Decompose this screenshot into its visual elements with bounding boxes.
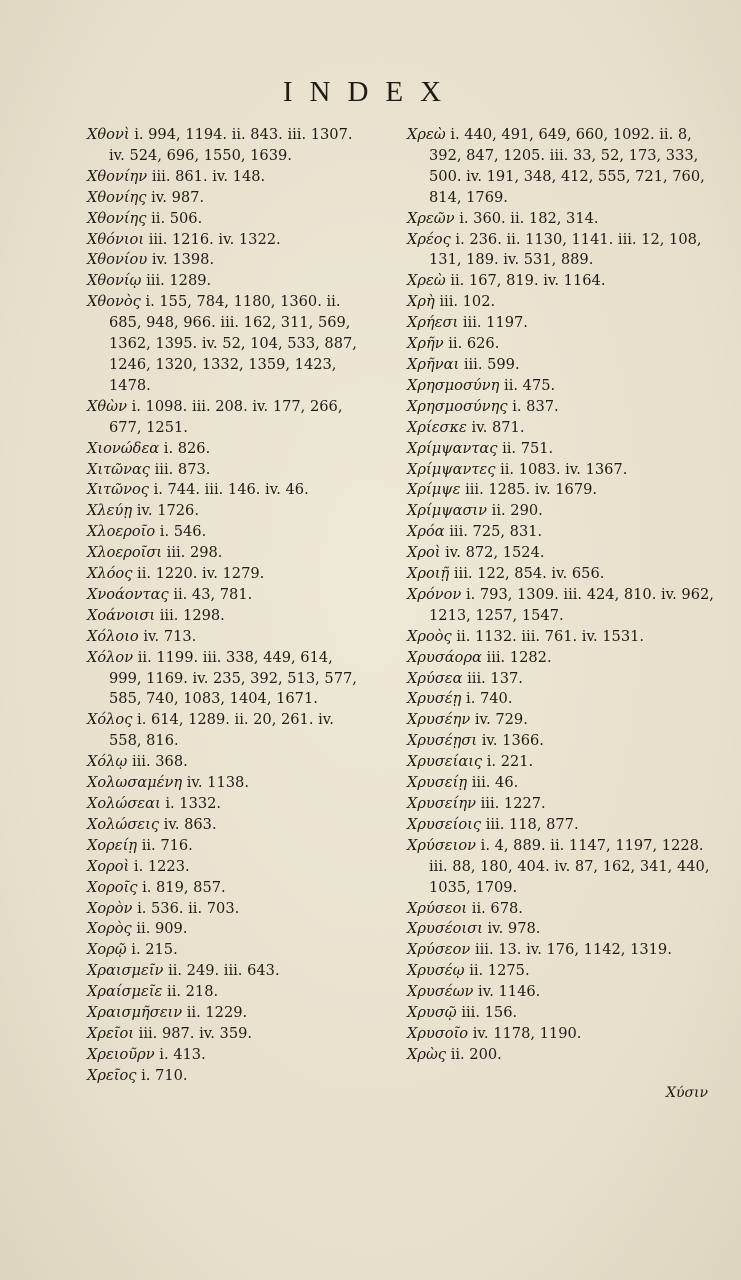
entry-references: ii. 1199. iii. 338, 449, 614, 999, 1169. iv. 235, 392, 513, 577, 585, 740, 1083, 1404, 1671. xyxy=(109,648,357,708)
index-entry xyxy=(87,522,369,543)
entry-references: i. 793, 1309. iii. 424, 810. iv. 962, 1213, 1257, 1547. xyxy=(429,585,714,624)
entry-references: i. 215. xyxy=(131,941,178,959)
entry-references: ii. 249. iii. 643. xyxy=(168,962,280,980)
entry-references: i. 1098. iii. 208. iv. 177, 266, 677, 1251. xyxy=(109,397,343,436)
index-entry xyxy=(87,961,369,982)
entry-references: i. 546. xyxy=(159,523,207,541)
entry-headword: Χοροῖς xyxy=(87,878,138,896)
entry-references: i. 360. ii. 182, 314. xyxy=(459,209,599,227)
entry-headword: Χθονίης xyxy=(87,188,147,206)
entry-references: iii. 1289. xyxy=(146,272,212,290)
entry-headword: Χθὼν xyxy=(87,397,127,415)
index-entry xyxy=(407,1003,715,1024)
entry-headword: Χολώσεις xyxy=(87,815,160,833)
index-entry xyxy=(407,460,715,481)
entry-headword: Χρύσειον xyxy=(407,836,477,854)
index-entry xyxy=(87,627,369,648)
entry-headword: Χρίμψαντες xyxy=(407,460,496,478)
index-entry xyxy=(407,355,715,376)
entry-headword: Χρὴ xyxy=(407,293,435,311)
index-entry xyxy=(87,543,369,564)
entry-references: iv. 1178, 1190. xyxy=(472,1024,582,1042)
entry-references: ii. 167, 819. iv. 1164. xyxy=(450,272,606,290)
entry-references: iv. 1398. xyxy=(151,251,215,269)
entry-headword: Χολωσαμένη xyxy=(87,774,183,792)
entry-references: ii. 218. xyxy=(167,983,219,1001)
entry-headword: Χροιῇ xyxy=(407,565,450,583)
entry-references: iii. 102. xyxy=(439,293,496,311)
entry-headword: Χθονίῳ xyxy=(87,272,142,290)
entry-headword: Χρέος xyxy=(407,230,451,248)
entry-headword: Χλοεροῖσι xyxy=(87,544,163,562)
index-entry xyxy=(87,982,369,1003)
index-entry xyxy=(87,815,369,836)
entry-headword: Χορὸν xyxy=(87,899,133,917)
entry-headword: Χορῷ xyxy=(87,941,127,959)
index-entry xyxy=(407,1024,715,1045)
entry-headword: Χρυσείοις xyxy=(407,815,482,833)
entry-references: iii. 1216. iv. 1322. xyxy=(148,230,281,248)
entry-references: iv. 872, 1524. xyxy=(445,544,545,562)
entry-headword: Χρεῖος xyxy=(87,1066,137,1084)
entry-headword: Χρυσέῃ xyxy=(407,690,462,708)
index-entry xyxy=(407,125,715,209)
entry-references: ii. 626. xyxy=(448,335,500,353)
entry-headword: Χραισμεῖν xyxy=(87,962,164,980)
index-entry xyxy=(87,899,369,920)
entry-references: ii. 678. xyxy=(471,899,523,917)
entry-references: iii. 599. xyxy=(463,355,520,373)
entry-headword: Χρεὼ xyxy=(407,126,446,143)
entry-headword: Χθονὶ xyxy=(87,126,130,143)
entry-references: ii. 909. xyxy=(136,920,188,938)
entry-references: iii. 725, 831. xyxy=(449,523,543,541)
entry-references: ii. 290. xyxy=(491,502,543,520)
entry-references: iv. 987. xyxy=(151,188,205,206)
index-entry xyxy=(407,752,715,773)
entry-headword: Χρύσεα xyxy=(407,669,463,687)
entry-references: iii. 1197. xyxy=(462,314,528,332)
entry-references: ii. 716. xyxy=(141,836,193,854)
entry-references: i. 994, 1194. ii. 843. iii. 1307. iv. 524, 696, 1550, 1639. xyxy=(109,126,353,164)
index-entry xyxy=(407,543,715,564)
entry-references: iii. 861. iv. 148. xyxy=(151,167,266,185)
entry-references: ii. 1229. xyxy=(186,1004,248,1022)
entry-headword: Χοάνοισι xyxy=(87,606,156,624)
index-entry xyxy=(87,585,369,606)
entry-references: iii. 1298. xyxy=(159,606,225,624)
entry-references: ii. 506. xyxy=(151,209,203,227)
index-entry xyxy=(87,460,369,481)
entry-headword: Χρεὼ xyxy=(407,272,446,290)
entry-headword: Χλεύῃ xyxy=(87,502,133,520)
entry-references: iii. 987. iv. 359. xyxy=(138,1024,253,1042)
entry-headword: Χρόνον xyxy=(407,585,462,603)
index-entry xyxy=(87,397,369,439)
entry-headword: Χρίεσκε xyxy=(407,418,467,436)
entry-references: i. 1332. xyxy=(165,795,222,812)
entry-headword: Χρύσεοι xyxy=(407,899,468,917)
entry-headword: Χιτῶνος xyxy=(87,481,149,499)
entry-headword: Χορὸς xyxy=(87,920,132,938)
entry-headword: Χθονίην xyxy=(87,167,148,185)
index-entry xyxy=(87,271,369,292)
entry-references: i. 221. xyxy=(486,753,534,771)
index-entry xyxy=(87,439,369,460)
index-entry xyxy=(407,209,715,230)
entry-headword: Χθονίης xyxy=(87,209,147,227)
entry-headword: Χρειοῦρν xyxy=(87,1045,155,1063)
entry-headword: Χρύσεον xyxy=(407,941,471,959)
entry-headword: Χρίμψασιν xyxy=(407,502,488,520)
index-entry xyxy=(407,773,715,794)
index-entry xyxy=(407,334,715,355)
entry-headword: Χρυσάορα xyxy=(407,648,482,666)
index-entry xyxy=(87,919,369,940)
index-entry xyxy=(87,292,369,397)
index-entry xyxy=(87,878,369,899)
index-entry xyxy=(87,1045,369,1066)
entry-references: iv. 1726. xyxy=(136,502,199,520)
entry-references: i. 837. xyxy=(512,397,559,415)
entry-headword: Χραίσμεῖε xyxy=(87,983,163,1001)
index-entry xyxy=(407,961,715,982)
entry-references: i. 4, 889. ii. 1147, 1197, 1228. iii. 88, 180, 404. iv. 87, 162, 341, 440, 1035, 1709. xyxy=(429,836,710,896)
index-entry xyxy=(87,710,369,752)
index-entry xyxy=(407,919,715,940)
index-column-left xyxy=(87,125,369,1087)
entry-references: iv. 1138. xyxy=(186,774,249,792)
index-entry xyxy=(407,397,715,418)
entry-references: iii. 298. xyxy=(166,544,223,562)
entry-references: iii. 118, 877. xyxy=(485,815,579,833)
entry-headword: Χρυσέοισι xyxy=(407,920,483,938)
entry-headword: Χρησμοσύνη xyxy=(407,376,500,394)
entry-references: i. 536. ii. 703. xyxy=(137,899,240,917)
entry-headword: Χρῆναι xyxy=(407,355,460,373)
index-entry xyxy=(87,1003,369,1024)
entry-references: iii. 156. xyxy=(461,1004,518,1022)
index-entry xyxy=(407,689,715,710)
index-entry xyxy=(87,167,369,188)
index-entry xyxy=(87,648,369,711)
index-entry xyxy=(407,669,715,690)
entry-headword: Χρυσέῳ xyxy=(407,962,465,980)
entry-headword: Χθονὸς xyxy=(87,293,141,311)
entry-headword: Χρυσείῃ xyxy=(407,774,468,792)
entry-references: iii. 873. xyxy=(154,460,211,478)
entry-headword: Χρυσέων xyxy=(407,983,474,1001)
index-entry xyxy=(87,940,369,961)
entry-references: i. 819, 857. xyxy=(142,878,226,896)
entry-headword: Χιονώδεα xyxy=(87,439,160,457)
index-entry xyxy=(87,209,369,230)
index-entry xyxy=(407,522,715,543)
entry-references: i. 740. xyxy=(466,690,513,708)
entry-references: iii. 13. iv. 176, 1142, 1319. xyxy=(474,941,672,959)
entry-headword: Χρεῶν xyxy=(407,209,455,227)
entry-references: iii. 1285. iv. 1679. xyxy=(465,481,598,499)
entry-headword: Χθόνιοι xyxy=(87,230,145,248)
index-entry xyxy=(87,188,369,209)
index-entry xyxy=(407,585,715,627)
index-entry xyxy=(87,480,369,501)
entry-headword: Χοροὶ xyxy=(87,857,130,875)
entry-headword: Χλόος xyxy=(87,565,133,583)
entry-references: ii. 1220. iv. 1279. xyxy=(137,565,265,583)
index-entry xyxy=(87,501,369,522)
entry-references: ii. 751. xyxy=(502,439,554,457)
index-entry xyxy=(407,230,715,272)
entry-headword: Χόλοιο xyxy=(87,627,139,645)
index-column-right xyxy=(407,125,715,1066)
index-entry xyxy=(87,1066,369,1087)
entry-headword: Χρεῖοι xyxy=(87,1024,135,1042)
entry-references: i. 413. xyxy=(159,1045,206,1063)
index-entry xyxy=(87,606,369,627)
catchword: Χύσιν xyxy=(666,1085,709,1101)
entry-headword: Χρίμψε xyxy=(407,481,461,499)
entry-headword: Χιτῶνας xyxy=(87,460,150,478)
entry-headword: Χρίμψαντας xyxy=(407,439,498,457)
entry-references: i. 710. xyxy=(141,1066,188,1084)
entry-references: iv. 1366. xyxy=(481,732,544,750)
entry-references: ii. 1083. iv. 1367. xyxy=(500,460,628,478)
entry-references: iv. 863. xyxy=(163,815,217,833)
entry-headword: Χολώσεαι xyxy=(87,795,161,812)
entry-references: iii. 137. xyxy=(467,669,523,687)
entry-references: i. 826. xyxy=(163,439,211,457)
index-entry xyxy=(407,627,715,648)
entry-headword: Χροὶ xyxy=(407,544,441,562)
index-entry xyxy=(407,418,715,439)
entry-references: iii. 368. xyxy=(131,753,188,771)
entry-headword: Χρυσέην xyxy=(407,711,471,729)
entry-headword: Χόλον xyxy=(87,648,134,666)
entry-references: i. 236. ii. 1130, 1141. iii. 12, 108, 131, 189. iv. 531, 889. xyxy=(429,230,702,269)
index-entry xyxy=(407,794,715,815)
index-entry xyxy=(407,313,715,334)
entry-headword: Χρήεσι xyxy=(407,314,459,332)
index-entry xyxy=(87,752,369,773)
page-header: INDEX xyxy=(282,76,459,108)
index-entry xyxy=(87,250,369,271)
entry-references: i. 1223. xyxy=(133,857,190,875)
index-entry xyxy=(87,794,369,815)
entry-references: iii. 122, 854. iv. 656. xyxy=(453,565,605,583)
index-entry xyxy=(407,836,715,899)
index-entry xyxy=(87,230,369,251)
entry-references: i. 744. iii. 146. iv. 46. xyxy=(153,481,309,499)
entry-headword: Χρόα xyxy=(407,523,445,541)
entry-references: ii. 475. xyxy=(504,376,556,394)
entry-headword: Χθονίου xyxy=(87,251,148,269)
index-entry xyxy=(407,480,715,501)
index-entry xyxy=(87,857,369,878)
entry-references: ii. 1275. xyxy=(469,962,530,980)
entry-headword: Χρῆν xyxy=(407,335,444,353)
entry-references: iv. 713. xyxy=(143,627,197,645)
index-entry xyxy=(407,648,715,669)
index-entry xyxy=(407,710,715,731)
entry-references: ii. 43, 781. xyxy=(173,585,253,603)
index-entry xyxy=(87,836,369,857)
entry-references: iv. 978. xyxy=(487,920,541,938)
entry-headword: Χρυσῷ xyxy=(407,1004,457,1022)
entry-references: i. 614, 1289. ii. 20, 261. iv. 558, 816. xyxy=(109,711,334,750)
index-entry xyxy=(407,815,715,836)
index-entry xyxy=(407,292,715,313)
entry-headword: Χόλῳ xyxy=(87,753,128,771)
index-entry xyxy=(407,899,715,920)
entry-headword: Χρησμοσύνης xyxy=(407,397,508,415)
index-entry xyxy=(407,376,715,397)
index-entry xyxy=(407,982,715,1003)
entry-headword: Χνοάοντας xyxy=(87,585,169,603)
entry-headword: Χραισμῆσειν xyxy=(87,1004,183,1022)
index-entry xyxy=(407,940,715,961)
entry-headword: Χρυσείην xyxy=(407,795,476,812)
entry-headword: Χόλος xyxy=(87,711,133,729)
entry-headword: Χρυσοῖο xyxy=(407,1024,469,1042)
entry-references: iii. 1227. xyxy=(480,795,546,812)
entry-references: ii. 200. xyxy=(450,1045,502,1063)
index-entry xyxy=(407,439,715,460)
entry-references: iii. 1282. xyxy=(486,648,552,666)
index-entry xyxy=(407,564,715,585)
entry-headword: Χλοεροῖο xyxy=(87,523,156,541)
entry-headword: Χρυσείαις xyxy=(407,753,483,771)
entry-headword: Χροὸς xyxy=(407,627,452,645)
entry-references: ii. 1132. iii. 761. iv. 1531. xyxy=(456,627,645,645)
entry-headword: Χορείῃ xyxy=(87,836,138,854)
entry-references: iv. 1146. xyxy=(478,983,541,1001)
entry-headword: Χρὼς xyxy=(407,1045,447,1063)
entry-references: iv. 729. xyxy=(474,711,528,729)
entry-references: i. 440, 491, 649, 660, 1092. ii. 8, 392, 847, 1205. iii. 33, 52, 173, 333, 500. iv. 191, 348, 412, 555, 721, 760, 814, 1769. xyxy=(429,126,705,206)
entry-references: iv. 871. xyxy=(471,418,525,436)
index-entry xyxy=(407,501,715,522)
index-entry xyxy=(87,564,369,585)
index-entry xyxy=(407,731,715,752)
entry-references: i. 155, 784, 1180, 1360. ii. 685, 948, 966. iii. 162, 311, 569, 1362, 1395. iv. 52, 104, 533, 887, 1246, 1320, 1332, 1359, 1423, 1478. xyxy=(109,293,357,394)
entry-references: iii. 46. xyxy=(471,774,519,792)
index-entry xyxy=(407,271,715,292)
entry-headword: Χρυσέῃσι xyxy=(407,732,478,750)
index-entry xyxy=(87,773,369,794)
index-entry xyxy=(87,125,369,167)
index-entry xyxy=(87,1024,369,1045)
index-entry xyxy=(407,1045,715,1066)
